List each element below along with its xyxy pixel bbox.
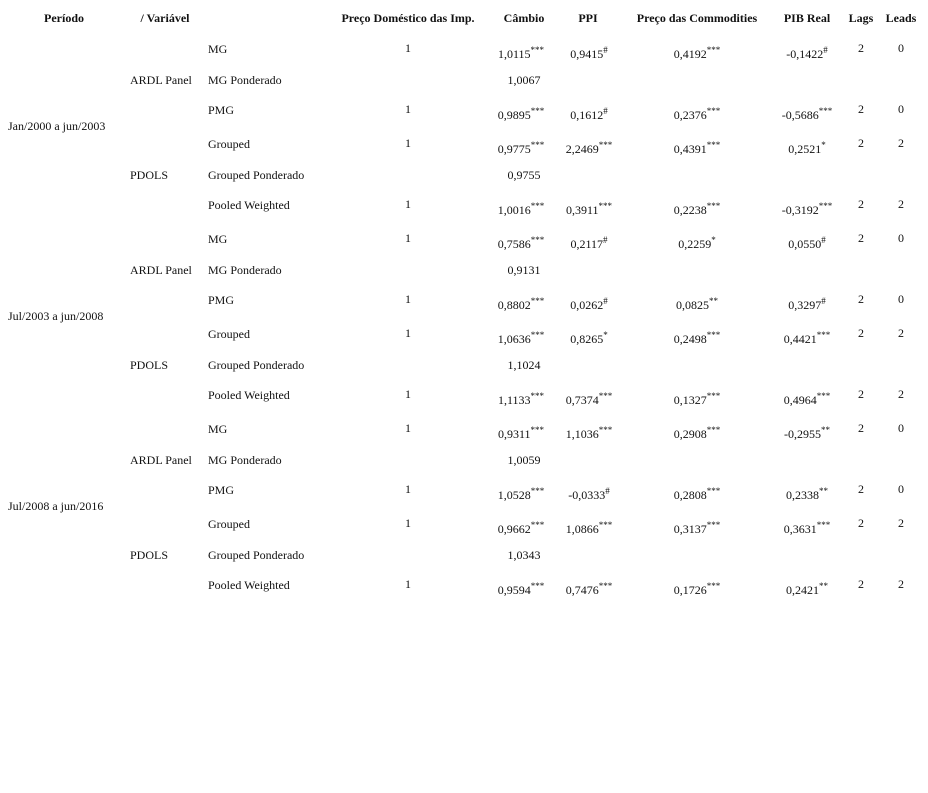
cell-pib-real-value: 0,2521: [788, 142, 822, 156]
significance-marker: ***: [816, 330, 831, 340]
cell-pib-real: [784, 522, 831, 537]
cell-leads: 2: [898, 197, 904, 211]
significance-marker: #: [605, 486, 610, 496]
cell-cambio-value: 0,8802: [497, 298, 531, 312]
cell-commodities: [674, 142, 721, 157]
cell-commodities-value: 0,2498: [673, 332, 707, 346]
cell-cambio: [498, 203, 545, 218]
cell-cambio: [498, 583, 545, 598]
method-label: ARDL Panel: [130, 263, 192, 277]
cell-preco-domestico: 1: [405, 387, 411, 401]
significance-marker: #: [603, 106, 608, 116]
cell-ppi: [566, 142, 613, 157]
significance-marker: ***: [530, 520, 545, 530]
significance-marker: ***: [530, 140, 545, 150]
estimator-label: Pooled Weighted: [208, 388, 290, 402]
significance-marker: ***: [530, 45, 545, 55]
significance-marker: ***: [706, 391, 721, 401]
cell-ppi: [566, 203, 612, 218]
cell-commodities-value: 0,4192: [673, 47, 707, 61]
cell-lags: 2: [858, 292, 864, 306]
cell-commodities: [674, 488, 721, 503]
header-pib-real: PIB Real: [783, 11, 831, 25]
cell-preco-domestico: 1: [405, 231, 411, 245]
cell-lags: 2: [858, 387, 864, 401]
cell-commodities: [678, 237, 716, 252]
significance-marker: ***: [530, 581, 545, 591]
estimator-label: MG Ponderado: [208, 73, 282, 87]
cell-commodities-value: 0,2908: [673, 427, 707, 441]
significance-marker: #: [603, 296, 608, 306]
cell-commodities-value: 0,0825: [676, 298, 709, 312]
cell-leads: 0: [898, 231, 904, 245]
cell-ppi: [570, 108, 608, 123]
cell-cambio: [508, 548, 541, 563]
cell-commodities-value: 0,4391: [673, 142, 707, 156]
cell-ppi: [566, 522, 613, 537]
cell-lags: 2: [858, 231, 864, 245]
cell-cambio: [498, 427, 544, 442]
cell-commodities: [674, 203, 721, 218]
period-label: Jul/2008 a jun/2016: [8, 499, 104, 513]
cell-cambio: [508, 263, 541, 278]
cell-ppi-value: 0,1612: [570, 108, 604, 122]
cell-cambio-value: 1,0059: [507, 453, 541, 467]
cell-preco-domestico: 1: [405, 516, 411, 530]
method-label: PDOLS: [130, 168, 169, 182]
cell-pib-real: [782, 203, 833, 218]
cell-commodities-value: 0,1726: [673, 583, 707, 597]
cell-pib-real-value: 0,2421: [786, 583, 819, 597]
header-ppi: PPI: [578, 11, 598, 25]
cell-cambio-value: 1,0343: [507, 548, 541, 562]
cell-cambio-value: 0,9755: [507, 168, 541, 182]
cell-ppi: [568, 488, 610, 503]
cell-cambio-value: 0,9662: [497, 522, 531, 536]
significance-marker: ***: [598, 425, 613, 435]
significance-marker: #: [603, 45, 608, 55]
cell-pib-real: [788, 298, 826, 313]
header-lags: Lags: [848, 11, 874, 25]
significance-marker: ***: [598, 391, 613, 401]
significance-marker: **: [819, 581, 828, 591]
period-label: Jul/2003 a jun/2008: [8, 309, 104, 323]
estimator-label: Grouped Ponderado: [208, 358, 305, 372]
period-label: Jan/2000 a jun/2003: [8, 119, 106, 133]
cell-ppi-value: 0,0262: [570, 298, 604, 312]
significance-marker: #: [823, 45, 828, 55]
cell-ppi: [570, 237, 607, 252]
cell-preco-domestico: 1: [405, 197, 411, 211]
significance-marker: ***: [816, 520, 831, 530]
cell-lags: 2: [858, 482, 864, 496]
cell-lags: 2: [858, 136, 864, 150]
significance-marker: ***: [530, 296, 545, 306]
significance-marker: ***: [706, 330, 721, 340]
cell-commodities: [674, 108, 721, 123]
significance-marker: ***: [530, 425, 545, 435]
cell-ppi-value: 0,9415: [570, 47, 604, 61]
significance-marker: ***: [818, 106, 833, 116]
cell-cambio-value: 1,1133: [497, 393, 531, 407]
cell-pib-real-value: -0,3192: [781, 203, 819, 217]
estimator-label: MG Ponderado: [208, 453, 282, 467]
cell-preco-domestico: 1: [405, 577, 411, 591]
cell-preco-domestico: 1: [405, 326, 411, 340]
cell-pib-real: [786, 583, 828, 598]
estimator-label: PMG: [208, 293, 235, 307]
cell-leads: 2: [898, 326, 904, 340]
cell-ppi: [566, 583, 613, 598]
cell-cambio-value: 0,7586: [497, 237, 531, 251]
cell-cambio-value: 1,1024: [507, 358, 541, 372]
cell-ppi: [566, 393, 613, 408]
significance-marker: #: [603, 235, 608, 245]
cell-ppi-value: 0,8265: [570, 332, 604, 346]
cell-preco-domestico: 1: [405, 482, 411, 496]
cell-lags: 2: [858, 102, 864, 116]
significance-marker: **: [821, 425, 830, 435]
cell-cambio-value: 0,9594: [497, 583, 531, 597]
significance-marker: ***: [706, 581, 721, 591]
cell-pib-real: [786, 47, 828, 62]
cell-pib-real-value: 0,2338: [786, 488, 819, 502]
cell-cambio-value: 1,0067: [507, 73, 541, 87]
cell-lags: 2: [858, 516, 864, 530]
cell-cambio-value: 0,9131: [507, 263, 541, 277]
method-label: ARDL Panel: [130, 453, 192, 467]
cell-leads: 0: [898, 482, 904, 496]
cell-pib-real: [784, 332, 831, 347]
cell-commodities-value: 0,3137: [673, 522, 707, 536]
cell-cambio: [498, 522, 545, 537]
cell-pib-real: [786, 488, 828, 503]
estimator-label: Pooled Weighted: [208, 578, 290, 592]
cell-cambio: [498, 393, 544, 408]
cell-cambio-value: 0,9311: [497, 427, 531, 441]
significance-marker: ***: [706, 106, 721, 116]
cell-leads: 0: [898, 102, 904, 116]
estimator-label: PMG: [208, 483, 235, 497]
cell-pib-real-value: -0,1422: [786, 47, 824, 61]
significance-marker: *: [821, 140, 826, 150]
cell-ppi: [570, 332, 608, 347]
cell-pib-real-value: 0,0550: [788, 237, 822, 251]
cell-commodities-value: 0,2376: [673, 108, 707, 122]
cell-preco-domestico: 1: [405, 292, 411, 306]
cell-cambio: [498, 142, 545, 157]
cell-ppi-value: 1,0866: [565, 522, 599, 536]
cell-commodities: [674, 427, 721, 442]
estimator-label: Grouped: [208, 517, 250, 531]
cell-leads: 0: [898, 421, 904, 435]
method-label: PDOLS: [130, 358, 169, 372]
cell-commodities: [674, 332, 721, 347]
cell-cambio-value: 0,9775: [497, 142, 531, 156]
estimator-label: Grouped Ponderado: [208, 548, 305, 562]
cell-commodities-value: 0,2808: [673, 488, 707, 502]
cell-cambio: [498, 108, 545, 123]
header-cambio: Câmbio: [503, 11, 545, 25]
significance-marker: ***: [706, 45, 721, 55]
estimator-label: PMG: [208, 103, 235, 117]
significance-marker: ***: [598, 520, 613, 530]
estimator-label: Grouped: [208, 327, 250, 341]
cell-ppi: [566, 427, 613, 442]
cell-lags: 2: [858, 577, 864, 591]
cell-ppi-value: 0,7374: [565, 393, 599, 407]
cell-cambio-value: 1,0016: [497, 203, 531, 217]
cell-commodities: [674, 47, 721, 62]
significance-marker: ***: [598, 201, 613, 211]
cell-cambio: [498, 298, 545, 313]
cell-commodities-value: 0,2259: [678, 237, 712, 251]
estimator-label: Grouped Ponderado: [208, 168, 305, 182]
cell-ppi-value: -0,0333: [568, 488, 606, 502]
significance-marker: ***: [818, 201, 833, 211]
significance-marker: *: [711, 235, 716, 245]
significance-marker: ***: [706, 486, 721, 496]
significance-marker: ***: [530, 235, 545, 245]
cell-cambio: [498, 488, 545, 503]
significance-marker: ***: [598, 140, 613, 150]
cell-preco-domestico: 1: [405, 102, 411, 116]
significance-marker: ***: [706, 425, 721, 435]
significance-marker: ***: [706, 201, 721, 211]
cell-cambio: [498, 332, 545, 347]
significance-marker: **: [819, 486, 828, 496]
cell-pib-real-value: 0,3297: [788, 298, 822, 312]
cell-preco-domestico: 1: [405, 136, 411, 150]
significance-marker: ***: [530, 391, 545, 401]
estimator-label: MG Ponderado: [208, 263, 282, 277]
header-leads: Leads: [885, 11, 917, 25]
cell-commodities-value: 0,2238: [673, 203, 707, 217]
cell-lags: 2: [858, 421, 864, 435]
method-label: PDOLS: [130, 548, 169, 562]
significance-marker: ***: [530, 330, 545, 340]
estimator-label: MG: [208, 232, 228, 246]
cell-pib-real-value: 0,4421: [783, 332, 817, 346]
cell-ppi-value: 0,7476: [565, 583, 599, 597]
estimator-label: MG: [208, 42, 228, 56]
cell-preco-domestico: 1: [405, 421, 411, 435]
cell-pib-real-value: 0,3631: [783, 522, 817, 536]
cell-cambio-value: 1,0528: [497, 488, 531, 502]
estimator-label: MG: [208, 422, 228, 436]
cell-leads: 2: [898, 577, 904, 591]
cell-pib-real-value: -0,5686: [781, 108, 819, 122]
cell-cambio-value: 1,0636: [497, 332, 531, 346]
significance-marker: **: [709, 296, 718, 306]
cell-pib-real: [784, 393, 831, 408]
cell-ppi: [570, 47, 608, 62]
cell-cambio: [508, 73, 541, 88]
cell-pib-real: [788, 142, 826, 157]
cell-ppi-value: 0,2117: [570, 237, 604, 251]
cell-cambio: [508, 168, 541, 183]
header-commodities: Preço das Commodities: [636, 11, 758, 25]
significance-marker: ***: [530, 106, 545, 116]
cell-pib-real: [784, 427, 830, 442]
significance-marker: *: [603, 330, 608, 340]
significance-marker: ***: [706, 140, 721, 150]
estimator-label: Pooled Weighted: [208, 198, 290, 212]
significance-marker: ***: [706, 520, 721, 530]
cell-pib-real: [788, 237, 826, 252]
cell-commodities: [676, 298, 718, 313]
significance-marker: ***: [816, 391, 831, 401]
header-preco-domestico: Preço Doméstico das Imp.: [341, 11, 475, 25]
significance-marker: ***: [598, 581, 613, 591]
cell-ppi-value: 1,1036: [565, 427, 599, 441]
header-variavel: / Variável: [140, 11, 190, 25]
cell-cambio: [508, 453, 541, 468]
significance-marker: ***: [530, 486, 545, 496]
cell-leads: 2: [898, 136, 904, 150]
cell-commodities-value: 0,1327: [673, 393, 707, 407]
cell-cambio: [498, 237, 545, 252]
cell-commodities: [674, 393, 721, 408]
cell-ppi: [570, 298, 608, 313]
significance-marker: ***: [530, 201, 545, 211]
method-label: ARDL Panel: [130, 73, 192, 87]
significance-marker: #: [821, 235, 826, 245]
cell-cambio-value: 0,9895: [497, 108, 531, 122]
cell-pib-real-value: 0,4964: [783, 393, 817, 407]
cell-pib-real-value: -0,2955: [784, 427, 821, 441]
cell-leads: 2: [898, 516, 904, 530]
cell-lags: 2: [858, 41, 864, 55]
cell-ppi-value: 0,3911: [565, 203, 599, 217]
cell-cambio: [498, 47, 544, 62]
cell-preco-domestico: 1: [405, 41, 411, 55]
cell-commodities: [674, 522, 721, 537]
estimator-label: Grouped: [208, 137, 250, 151]
header-periodo: Período: [44, 11, 84, 25]
cell-commodities: [674, 583, 721, 598]
cell-leads: 0: [898, 41, 904, 55]
cell-ppi-value: 2,2469: [565, 142, 599, 156]
significance-marker: #: [821, 296, 826, 306]
cell-lags: 2: [858, 197, 864, 211]
cell-leads: 0: [898, 292, 904, 306]
cell-cambio: [508, 358, 541, 373]
cell-cambio-value: 1,0115: [497, 47, 531, 61]
cell-lags: 2: [858, 326, 864, 340]
cell-pib-real: [782, 108, 833, 123]
cell-leads: 2: [898, 387, 904, 401]
